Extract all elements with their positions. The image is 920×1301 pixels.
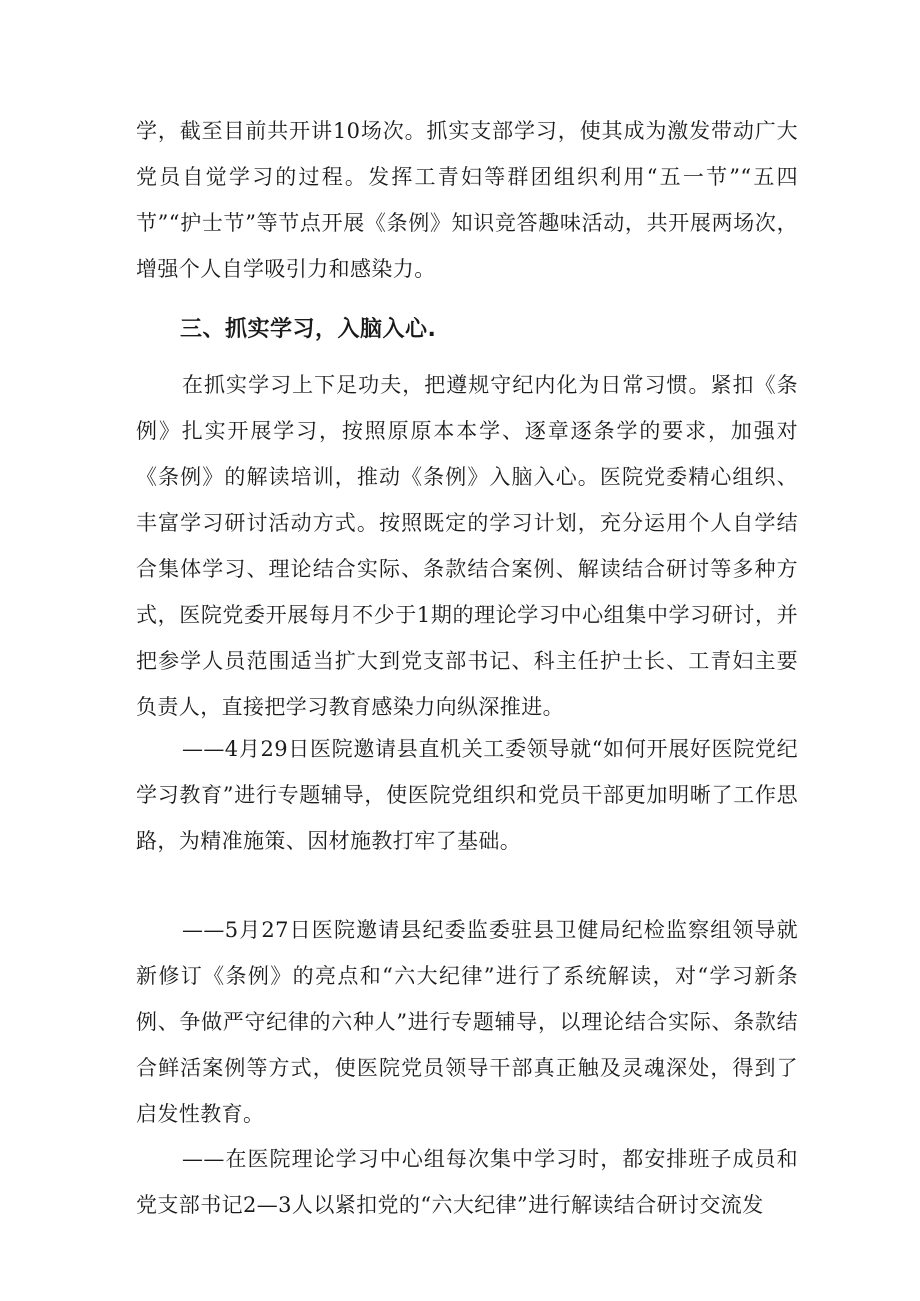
paragraph-item-april: ——4月29日医院邀请县直机关工委领导就“如何开展好医院党纪学习教育”进行专题辅导，使医院党组织和党员干部更加明晰了工作思路，为精准施策、因材施教打牢了基础。 (136, 737, 798, 853)
paragraph-intro: 在抓实学习上下足功夫，把遵规守纪内化为日常习惯。紧扣《条例》扎实开展学习，按照原原本本学、逐章逐条学的要求，加强对《条例》的解读培训，推动《条例》入脑入心。医院党委精心组织、丰富学习研讨活动方式。按照既定的学习计划，充分运用个人自学结合集体学习、理论结合实际、条款结合案例、解读结合研讨等多种方式，医院党委开展每月不少于1期的理论学习中心组集中学习研讨，并把参学人员范围适当扩大到党支部书记、科主任护士长、工青妇主要负责人，直接把学习教育感染力向纵深推进。 (136, 373, 798, 719)
section-heading: 三、抓实学习，入脑入心. (180, 317, 437, 342)
paragraph-item-study-group: ——在医院理论学习中心组每次集中学习时，都安排班子成员和党支部书记2—3人以紧扣党的“六大纪律”进行解读结合研讨交流发 (136, 1147, 798, 1217)
paragraph-continuation: 学，截至目前共开讲10场次。抓实支部学习，使其成为激发带动广大党员自觉学习的过程。发挥工青妇等群团组织利用“五一节”“五四节”“护士节”等节点开展《条例》知识竞答趣味活动，共开展两场次，增强个人自学吸引力和感染力。 (136, 119, 798, 281)
paragraph-item-may: ——5月27日医院邀请县纪委监委驻县卫健局纪检监察组领导就新修订《条例》的亮点和“六大纪律”进行了系统解读，对“学习新条例、争做严守纪律的六种人”进行专题辅导，以理论结合实际、条款结合鲜活案例等方式，使医院党员领导干部真正触及灵魂深处，得到了启发性教育。 (136, 918, 798, 1126)
